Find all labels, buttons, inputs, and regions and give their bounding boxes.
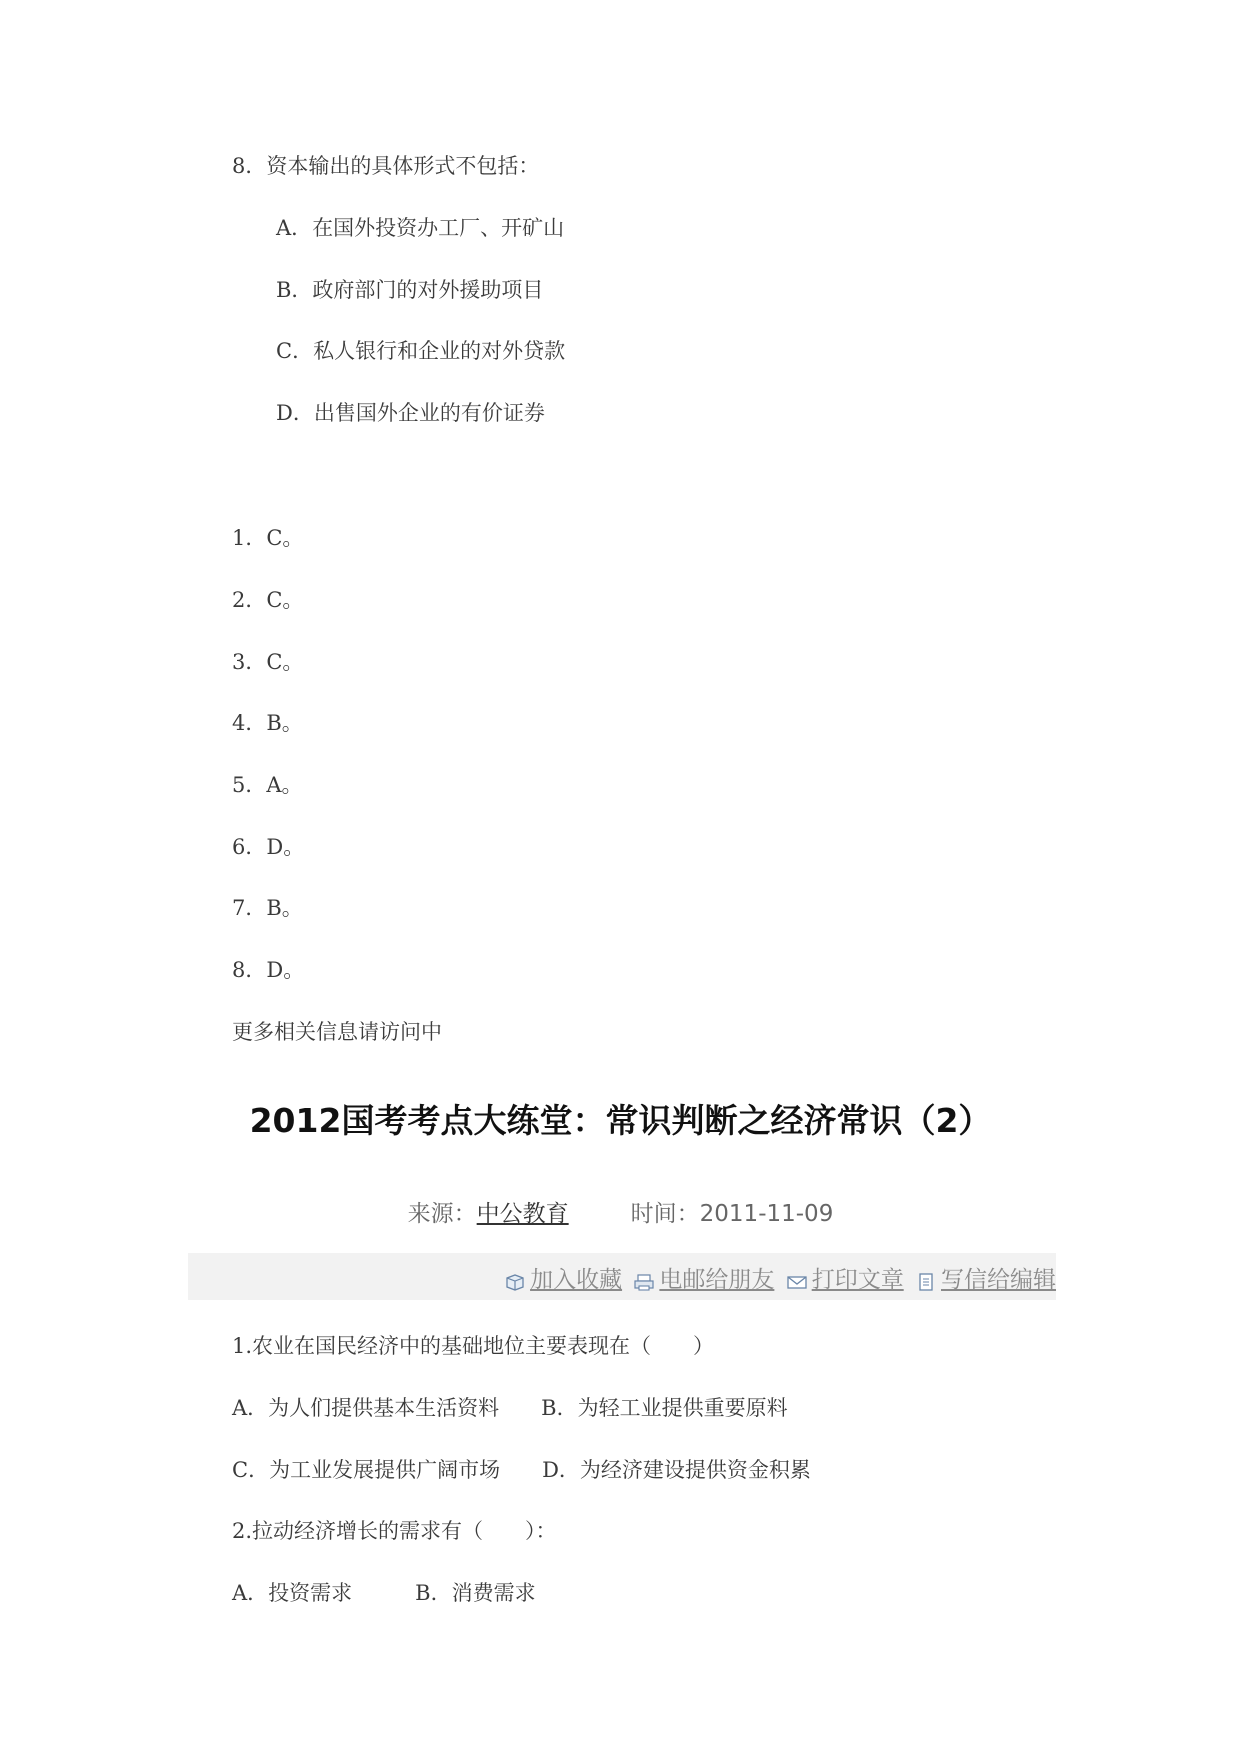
print-icon bbox=[786, 1272, 808, 1292]
question-2-options-line-1: A．投资需求 B．消费需求 bbox=[232, 1581, 536, 1605]
time-label: 时间： bbox=[630, 1201, 700, 1227]
answer-6: 6．D。 bbox=[232, 835, 305, 859]
article-meta bbox=[0, 1195, 1241, 1228]
article-title: 2012国考考点大练堂：常识判断之经济常识（2） bbox=[249, 1101, 992, 1140]
write-editor-icon bbox=[915, 1272, 937, 1292]
time-value: 2011-11-09 bbox=[699, 1201, 834, 1227]
answer-4: 4．B。 bbox=[232, 711, 303, 735]
favorite-icon bbox=[504, 1272, 526, 1292]
question-8-option-a: A．在国外投资办工厂、开矿山 bbox=[276, 216, 565, 240]
article-toolbar bbox=[188, 1253, 1056, 1300]
answer-8: 8．D。 bbox=[232, 958, 305, 982]
question-8-stem: 8．资本输出的具体形式不包括： bbox=[232, 154, 540, 178]
email-friend-link[interactable]: 电邮给朋友 bbox=[659, 1267, 775, 1293]
email-friend-icon bbox=[633, 1272, 655, 1292]
answer-2: 2．C。 bbox=[232, 588, 304, 612]
answer-1: 1．C。 bbox=[232, 526, 304, 550]
question-1-options-line-2: C．为工业发展提供广阔市场 D．为经济建设提供资金积累 bbox=[232, 1458, 811, 1482]
write-editor-link[interactable]: 写信给编辑 bbox=[941, 1267, 1056, 1293]
answer-7: 7．B。 bbox=[232, 896, 303, 920]
print-article-link[interactable]: 打印文章 bbox=[811, 1267, 904, 1293]
question-2-stem: 2.拉动经济增长的需求有（ ）： bbox=[232, 1519, 557, 1543]
question-8-option-d: D．出售国外企业的有价证券 bbox=[276, 401, 545, 425]
question-1-stem: 1.农业在国民经济中的基础地位主要表现在（ ） bbox=[232, 1334, 715, 1358]
source-label: 来源： bbox=[407, 1201, 477, 1227]
question-8-option-c: C．私人银行和企业的对外贷款 bbox=[276, 339, 566, 363]
add-favorite-link[interactable]: 加入收藏 bbox=[530, 1267, 623, 1293]
more-info-text: 更多相关信息请访问中 bbox=[232, 1020, 442, 1044]
question-1-options-line-1: A．为人们提供基本生活资料 B．为轻工业提供重要原料 bbox=[232, 1396, 788, 1420]
question-8-option-b: B．政府部门的对外援助项目 bbox=[276, 278, 544, 302]
answer-5: 5．A。 bbox=[232, 773, 303, 797]
source-link[interactable]: 中公教育 bbox=[476, 1201, 569, 1227]
answer-3: 3．C。 bbox=[232, 650, 304, 674]
